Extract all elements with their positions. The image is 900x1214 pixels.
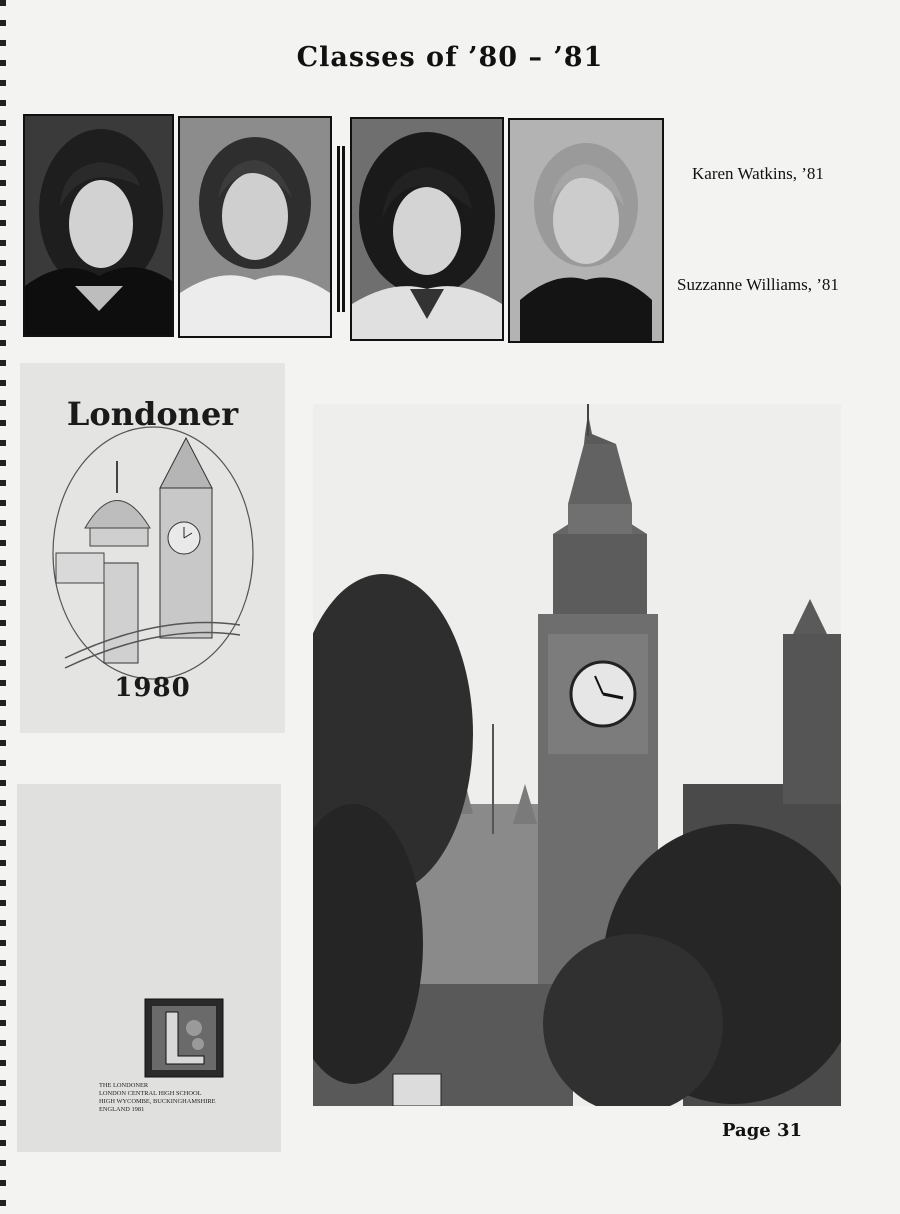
portrait-photo-1	[23, 114, 174, 337]
spiral-binding	[0, 0, 6, 1214]
cover-year: 1980	[114, 673, 191, 703]
colophon-line: ENGLAND 1981	[99, 1106, 145, 1113]
portrait-photo-3	[350, 117, 504, 341]
caption-karen-watkins: Karen Watkins, ’81	[692, 164, 824, 183]
caption-suzzanne-williams: Suzzanne Williams, ’81	[677, 275, 839, 294]
cover-title: Londoner	[66, 395, 239, 433]
vertical-divider	[337, 146, 340, 312]
vertical-divider	[342, 146, 345, 312]
colophon-line: HIGH WYCOMBE, BUCKINGHAMSHIRE	[99, 1098, 216, 1105]
page-number: Page 31	[722, 1120, 803, 1141]
big-ben-photo	[313, 404, 841, 1106]
page-title: Classes of ’80 – ’81	[296, 42, 604, 73]
colophon-line: THE LONDONER	[99, 1082, 149, 1089]
decorated-initial-l	[144, 998, 224, 1078]
portrait-photo-2	[178, 116, 332, 338]
portrait-photo-4	[508, 118, 664, 343]
yearbook-back-cover	[17, 784, 281, 1152]
colophon	[99, 1082, 216, 1114]
yearbook-cover	[20, 363, 285, 733]
colophon-line: LONDON CENTRAL HIGH SCHOOL	[99, 1090, 202, 1097]
